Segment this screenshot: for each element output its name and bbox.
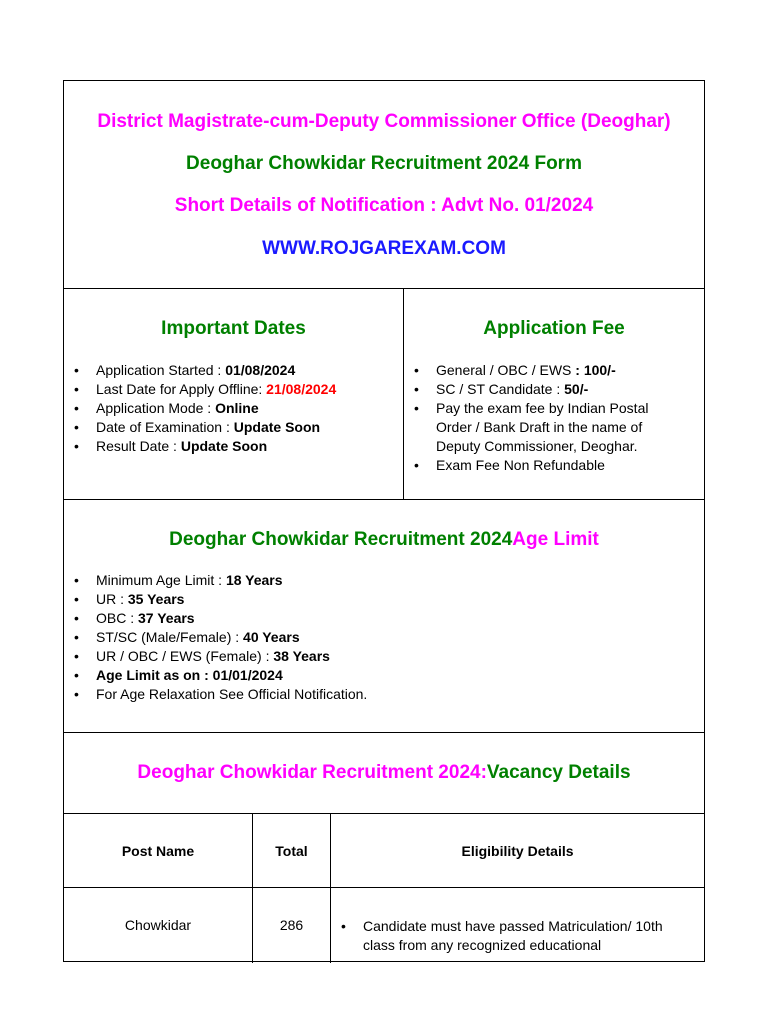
application-fee-list — [404, 361, 684, 475]
list-item: • Age Limit as on : 01/01/2024 — [64, 666, 664, 685]
table-row-divider — [64, 887, 704, 888]
list-item: • Minimum Age Limit : 18 Years — [64, 571, 664, 590]
list-item: • Result Date : Update Soon — [64, 437, 399, 456]
divider — [64, 813, 704, 814]
cell-eligibility — [331, 917, 691, 955]
divider — [64, 499, 704, 500]
list-item: • SC / ST Candidate : 50/- — [404, 380, 684, 399]
form-title: Deoghar Chowkidar Recruitment 2024 Form — [186, 153, 582, 174]
important-dates-title: Important Dates — [161, 318, 306, 339]
divider — [64, 288, 704, 289]
list-item: • Candidate must have passed Matriculation/ 10th class from any recognized educational — [331, 917, 691, 955]
application-fee-title: Application Fee — [483, 318, 625, 339]
vacancy-title: Deoghar Chowkidar Recruitment 2024:Vacancy Details — [137, 762, 631, 783]
divider — [64, 732, 704, 733]
website-link[interactable]: WWW.ROJGAREXAM.COM — [262, 238, 506, 259]
notification-document — [63, 80, 705, 962]
list-item: • Application Mode : Online — [64, 399, 399, 418]
list-item: • Pay the exam fee by Indian Postal Order / Bank Draft in the name of Deputy Commissioner, Deoghar. — [404, 399, 684, 456]
column-header-eligibility: Eligibility Details — [461, 843, 574, 859]
list-item: • UR : 35 Years — [64, 590, 664, 609]
cell-post-name: Chowkidar — [124, 917, 192, 933]
list-item: • UR / OBC / EWS (Female) : 38 Years — [64, 647, 664, 666]
office-heading: District Magistrate-cum-Deputy Commissioner Office (Deoghar) — [97, 111, 671, 132]
list-item: • For Age Relaxation See Official Notification. — [64, 685, 664, 704]
list-item: • Last Date for Apply Offline: 21/08/2024 — [64, 380, 399, 399]
list-item: • ST/SC (Male/Female) : 40 Years — [64, 628, 664, 647]
table-column-divider — [252, 813, 253, 963]
age-limit-title: Deoghar Chowkidar Recruitment 2024Age Limit — [169, 529, 599, 550]
list-item: • Application Started : 01/08/2024 — [64, 361, 399, 380]
important-dates-list — [64, 361, 399, 456]
column-header-total: Total — [275, 843, 308, 859]
column-header-post-name: Post Name — [121, 843, 195, 859]
age-limit-list — [64, 571, 664, 704]
list-item: • General / OBC / EWS : 100/- — [404, 361, 684, 380]
list-item: • OBC : 37 Years — [64, 609, 664, 628]
list-item: • Exam Fee Non Refundable — [404, 456, 684, 475]
notification-title: Short Details of Notification : Advt No. 01/2024 — [174, 195, 594, 216]
cell-total: 286 — [279, 917, 304, 933]
list-item: • Date of Examination : Update Soon — [64, 418, 399, 437]
